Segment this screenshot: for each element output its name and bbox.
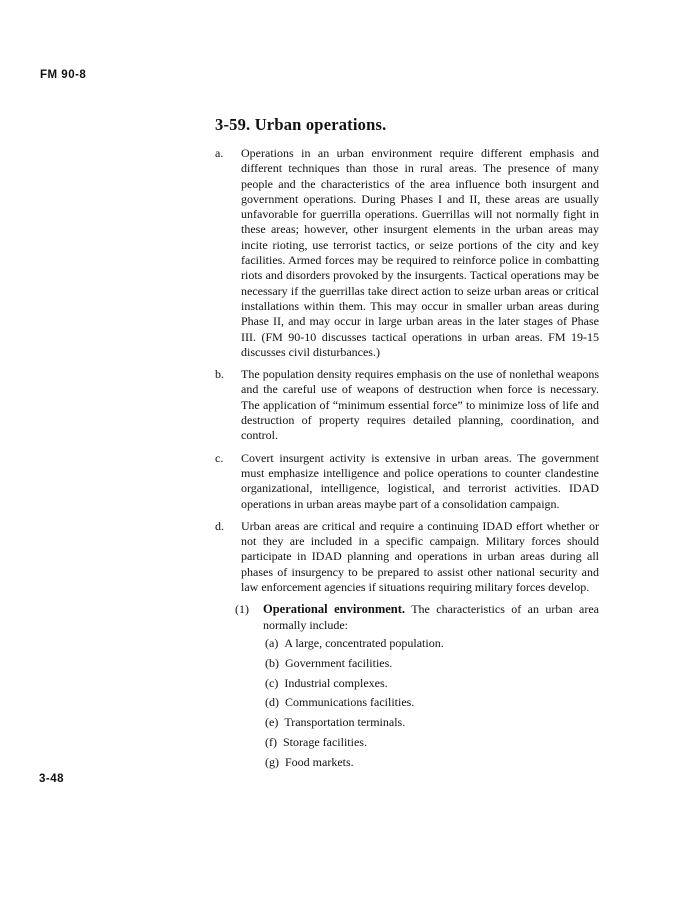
paragraph-text: Operations in an urban environment require different emphasis and different techniques than those in rural areas. The presence of many people and the characteristics of the area influence both insurgent and government operations. During Phases I and II, these areas are usually unfavorable for guerrilla operations. Guerrillas will not normally fight in these areas; however, other insurgent elements in the urban areas may incite rioting, use terrorist tactics, or seize portions of the city and key facilities. Armed forces may be required to reinforce police in combatting riots and disorders provoked by the insurgents. Tactical operations may be necessary if the guerrillas take direct action to seize urban areas or critical installations within them. This may occur in smaller urban areas during Phase II, and may occur in large urban areas in the later stages of Phase III. (FM 90-10 discusses tactical operations in urban areas. FM 19-15 discusses civil disturbances.)	[241, 146, 599, 359]
subparagraph-number: (1)	[235, 602, 249, 617]
list-item-text: Food markets.	[285, 754, 354, 769]
list-item-text: Industrial complexes.	[284, 675, 388, 690]
list-item-letter: (b)	[265, 655, 279, 670]
list-item	[265, 755, 599, 770]
list-item-text: Communications facilities.	[285, 695, 415, 710]
subparagraph-body: The characteristics of an urban area normally include:	[263, 602, 600, 632]
list-item-text: Transportation terminals.	[284, 715, 406, 730]
paragraph-label: a.	[215, 146, 224, 160]
subparagraph-heading: Operational environment.	[263, 602, 406, 617]
list-item	[265, 715, 599, 730]
paragraph-text: Urban areas are critical and require a continuing IDAD effort whether or not they are included in a specific campaign. Military forces should participate in IDAD planning and operations in urban areas during all phases of insurgency to be prepared to assist other national security and law enforcement agencies if situations requiring military forces develop.	[241, 518, 599, 595]
subparagraph-1	[215, 602, 599, 633]
list-item	[265, 735, 599, 750]
list-item-letter: (a)	[265, 635, 279, 650]
list-item-text: Storage facilities.	[283, 734, 367, 749]
list-item	[265, 636, 599, 651]
list-item	[265, 656, 599, 671]
characteristics-list	[215, 636, 599, 770]
paragraph-label: c.	[215, 450, 224, 465]
paragraph-label: d.	[215, 518, 224, 533]
page-header: FM 90-8	[40, 69, 87, 81]
list-item	[265, 695, 599, 710]
list-item-letter: (f)	[265, 734, 277, 749]
section-title: 3-59. Urban operations.	[215, 115, 387, 134]
page-number: 3-48	[39, 773, 65, 785]
subparagraph-text	[263, 602, 599, 633]
paragraph-text: Covert insurgent activity is extensive in urban areas. The government must emphasize intelligence and police operations to counter clandestine organizational, intelligence, logistical, and terrorist activities. IDAD operations in urban areas maybe part of a consolidation campaign.	[241, 450, 599, 511]
section-body	[215, 146, 599, 774]
list-item-letter: (d)	[265, 695, 279, 710]
list-item-letter: (c)	[265, 675, 279, 690]
paragraph-b	[215, 367, 599, 443]
paragraph-text: The population density requires emphasis on the use of nonlethal weapons and the careful use of weapons of destruction when force is necessary. The application of “minimum essential force” to minimize loss of life and destruction of property requires detailed planning, coordination, and control.	[241, 367, 599, 443]
paragraph-c	[215, 451, 599, 512]
list-item-text: Government facilities.	[285, 655, 393, 670]
list-item-letter: (e)	[265, 715, 279, 730]
paragraph-a	[215, 146, 599, 360]
list-item	[265, 676, 599, 691]
paragraph-label: b.	[215, 367, 224, 382]
list-item-letter: (g)	[265, 754, 279, 769]
list-item-text: A large, concentrated population.	[284, 635, 444, 650]
paragraph-d	[215, 519, 599, 595]
